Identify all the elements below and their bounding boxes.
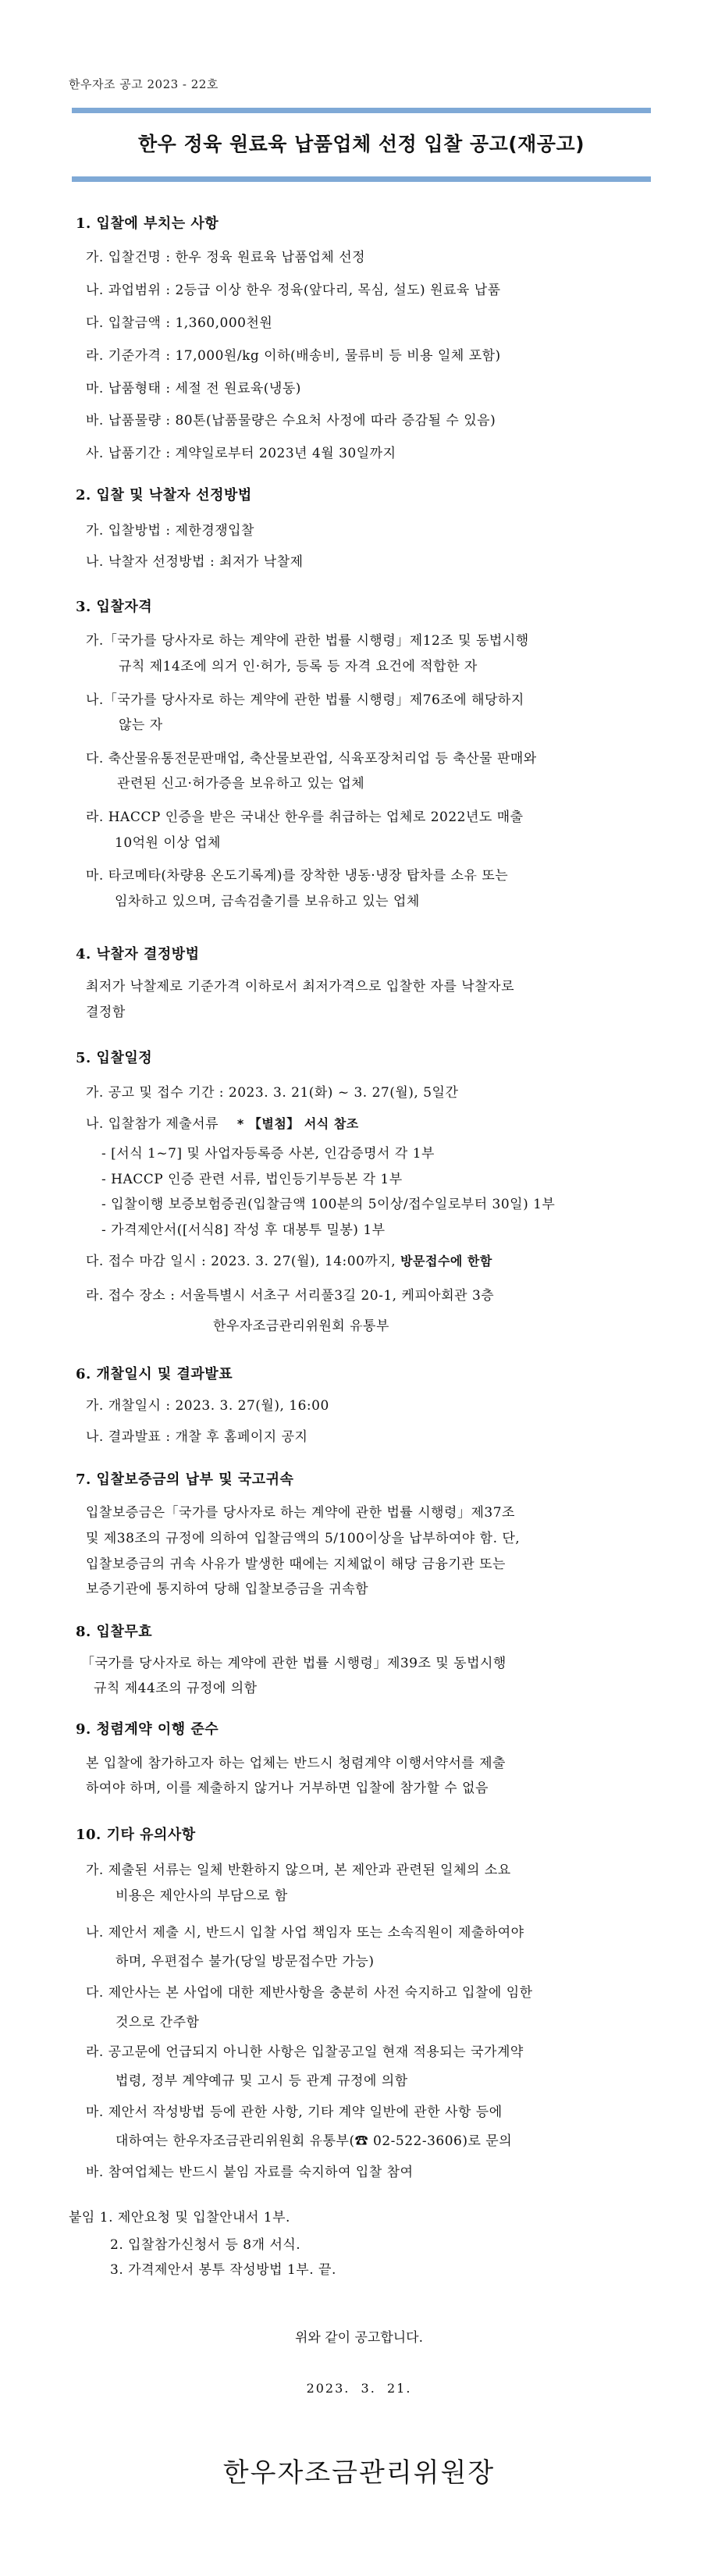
title-bottom-divider bbox=[72, 176, 651, 182]
list-item: 가. 입찰건명 : 한우 정육 원료육 납품업체 선정 bbox=[86, 250, 366, 265]
list-item: 마. 제안서 작성방법 등에 관한 사항, 기타 계약 일반에 관한 사항 등에 bbox=[86, 2105, 503, 2120]
page-title: 한우 정육 원료육 납품업체 선정 입찰 공고(재공고) bbox=[137, 133, 585, 155]
list-item: 라. 기준가격 : 17,000원/kg 이하(배송비, 물류비 등 비용 일체 포함) bbox=[86, 348, 501, 364]
paragraph-line: 보증기관에 통지하여 당해 입찰보증금을 귀속함 bbox=[86, 1582, 369, 1597]
section-heading-3: 3. 입찰자격 bbox=[76, 599, 153, 615]
section-heading-6: 6. 개찰일시 및 결과발표 bbox=[76, 1366, 233, 1382]
document-list-item: - 입찰이행 보증보험증권(입찰금액 100분의 5이상/접수일로부터 30일) 1부 bbox=[101, 1197, 556, 1212]
paragraph-line: 규칙 제44조의 규정에 의함 bbox=[94, 1681, 258, 1696]
paragraph-line: 「국가를 당사자로 하는 계약에 관한 법률 시행령」제39조 및 동법시행 bbox=[81, 1656, 507, 1671]
section-heading-2: 2. 입찰 및 낙찰자 선정방법 bbox=[76, 487, 252, 503]
list-item: 다. 제안사는 본 사업에 대한 제반사항을 충분히 사전 숙지하고 입찰에 임한 bbox=[86, 1985, 533, 2001]
list-item: 마. 타코메타(차량용 온도기록계)를 장착한 냉동·냉장 탑차를 소유 또는 bbox=[86, 868, 509, 884]
section-heading-10: 10. 기타 유의사항 bbox=[76, 1827, 196, 1843]
list-item-continuation: 것으로 간주함 bbox=[116, 2015, 200, 2030]
list-item bbox=[86, 1253, 492, 1270]
list-item-continuation: 대하여는 한우자조금관리위원회 유통부(☎ 02-522-3606)로 문의 bbox=[116, 2133, 513, 2149]
list-item: 나. 결과발표 : 개찰 후 홈페이지 공지 bbox=[86, 1429, 308, 1445]
document-list-item: - 가격제안서([서식8] 작성 후 대봉투 밀봉) 1부 bbox=[101, 1222, 386, 1238]
list-item: 다. 입찰금액 : 1,360,000천원 bbox=[86, 315, 273, 331]
list-item: 다. 축산물유통전문판매업, 축산물보관업, 식육포장처리업 등 축산물 판매와 bbox=[86, 751, 537, 767]
section-heading-4: 4. 낙찰자 결정방법 bbox=[76, 946, 200, 962]
list-item bbox=[86, 1115, 359, 1133]
attachment-item: 3. 가격제안서 봉투 작성방법 1부. 끝. bbox=[110, 2262, 336, 2278]
section-heading-7: 7. 입찰보증금의 납부 및 국고귀속 bbox=[76, 1471, 294, 1488]
section-heading-8: 8. 입찰무효 bbox=[76, 1624, 153, 1640]
deadline-text: 다. 접수 마감 일시 : 2023. 3. 27(월), 14:00까지, bbox=[86, 1254, 396, 1269]
document-list-item: - [서식 1~7] 및 사업자등록증 사본, 인감증명서 각 1부 bbox=[101, 1146, 435, 1162]
title-top-divider bbox=[72, 108, 651, 113]
list-item: 가. 입찰방법 : 제한경쟁입찰 bbox=[86, 523, 254, 539]
list-item: 사. 납품기간 : 계약일로부터 2023년 4월 30일까지 bbox=[86, 446, 396, 461]
list-item-continuation: 10억원 이상 업체 bbox=[115, 835, 221, 851]
attachment-reference-note: * 【별첨】 서식 참조 bbox=[236, 1116, 359, 1131]
announcement-date: 2023. 3. 21. bbox=[306, 2381, 412, 2396]
closing-statement: 위와 같이 공고합니다. bbox=[294, 2330, 423, 2346]
paragraph-line: 및 제38조의 규정에 의하여 입찰금액의 5/100이상을 납부하여야 함. 단, bbox=[86, 1531, 521, 1546]
section-heading-9: 9. 청렴계약 이행 준수 bbox=[76, 1721, 219, 1738]
section-heading-1: 1. 입찰에 부치는 사항 bbox=[76, 215, 219, 232]
list-item: 바. 납품물량 : 80톤(납품물량은 수요처 사정에 따라 증감될 수 있음) bbox=[86, 413, 496, 429]
list-item-continuation: 않는 자 bbox=[119, 717, 163, 733]
paragraph-line: 결정함 bbox=[86, 1005, 126, 1020]
list-item: 나. 과업범위 : 2등급 이상 한우 정육(앞다리, 목심, 설도) 원료육 납품 bbox=[86, 283, 501, 298]
list-item-continuation: 법령, 정부 계약예규 및 고시 등 관계 규정에 의함 bbox=[116, 2073, 408, 2089]
attachment-item: 붙임 1. 제안요청 및 입찰안내서 1부. bbox=[69, 2210, 290, 2226]
list-item: 마. 납품형태 : 세절 전 원료육(냉동) bbox=[86, 381, 301, 397]
required-documents-label: 나. 입찰참가 제출서류 bbox=[86, 1116, 219, 1132]
list-item: 바. 참여업체는 반드시 붙임 자료를 숙지하여 입찰 참여 bbox=[86, 2165, 414, 2180]
paragraph-line: 입찰보증금의 귀속 사유가 발생한 때에는 지체없이 해당 금융기관 또는 bbox=[86, 1557, 506, 1572]
list-item: 나. 낙찰자 선정방법 : 최저가 낙찰제 bbox=[86, 554, 304, 570]
paragraph-line: 입찰보증금은「국가를 당사자로 하는 계약에 관한 법률 시행령」제37조 bbox=[86, 1505, 515, 1521]
section-heading-5: 5. 입찰일정 bbox=[76, 1050, 153, 1066]
list-item-continuation: 하며, 우편접수 불가(당일 방문접수만 가능) bbox=[116, 1954, 375, 1969]
attachment-item: 2. 입찰참가신청서 등 8개 서식. bbox=[110, 2237, 301, 2253]
list-item: 라. 공고문에 언급되지 아니한 사항은 입찰공고일 현재 적용되는 국가계약 bbox=[86, 2044, 524, 2060]
list-item: 라. 접수 장소 : 서울특별시 서초구 서리풀3길 20-1, 케피아회관 3층 bbox=[86, 1288, 495, 1304]
list-item: 가. 개찰일시 : 2023. 3. 27(월), 16:00 bbox=[86, 1398, 329, 1414]
paragraph-line: 하여야 하며, 이를 제출하지 않거나 거부하면 입찰에 참가할 수 없음 bbox=[86, 1781, 489, 1796]
list-item-continuation: 한우자조금관리위원회 유통부 bbox=[213, 1318, 389, 1334]
list-item-continuation: 비용은 제안사의 부담으로 함 bbox=[116, 1888, 288, 1904]
document-number: 한우자조 공고 2023 - 22호 bbox=[69, 77, 219, 91]
list-item: 가.「국가를 당사자로 하는 계약에 관한 법률 시행령」제12조 및 동법시행 bbox=[86, 633, 529, 649]
list-item-continuation: 관련된 신고·허가증을 보유하고 있는 업체 bbox=[117, 776, 365, 792]
list-item: 나.「국가를 당사자로 하는 계약에 관한 법률 시행령」제76조에 해당하지 bbox=[86, 692, 524, 708]
list-item-continuation: 규칙 제14조에 의거 인·허가, 등록 등 자격 요건에 적합한 자 bbox=[119, 659, 478, 674]
list-item: 가. 공고 및 접수 기간 : 2023. 3. 21(화) ~ 3. 27(월), 5일간 bbox=[86, 1085, 459, 1101]
deadline-emphasis: 방문접수에 한함 bbox=[400, 1254, 492, 1268]
list-item: 라. HACCP 인증을 받은 국내산 한우를 취급하는 업체로 2022년도 매출 bbox=[86, 809, 524, 825]
paragraph-line: 최저가 낙찰제로 기준가격 이하로서 최저가격으로 입찰한 자를 낙찰자로 bbox=[86, 979, 514, 994]
document-list-item: - HACCP 인증 관련 서류, 법인등기부등본 각 1부 bbox=[101, 1172, 403, 1187]
paragraph-line: 본 입찰에 참가하고자 하는 업체는 반드시 청렴계약 이행서약서를 제출 bbox=[86, 1756, 506, 1771]
issuer-signature: 한우자조금관리위원장 bbox=[222, 2457, 496, 2489]
list-item: 가. 제출된 서류는 일체 반환하지 않으며, 본 제안과 관련된 일체의 소요 bbox=[86, 1863, 511, 1878]
list-item: 나. 제안서 제출 시, 반드시 입찰 사업 책임자 또는 소속직원이 제출하여야 bbox=[86, 1925, 524, 1941]
list-item-continuation: 임차하고 있으며, 금속검출기를 보유하고 있는 업체 bbox=[115, 894, 420, 909]
